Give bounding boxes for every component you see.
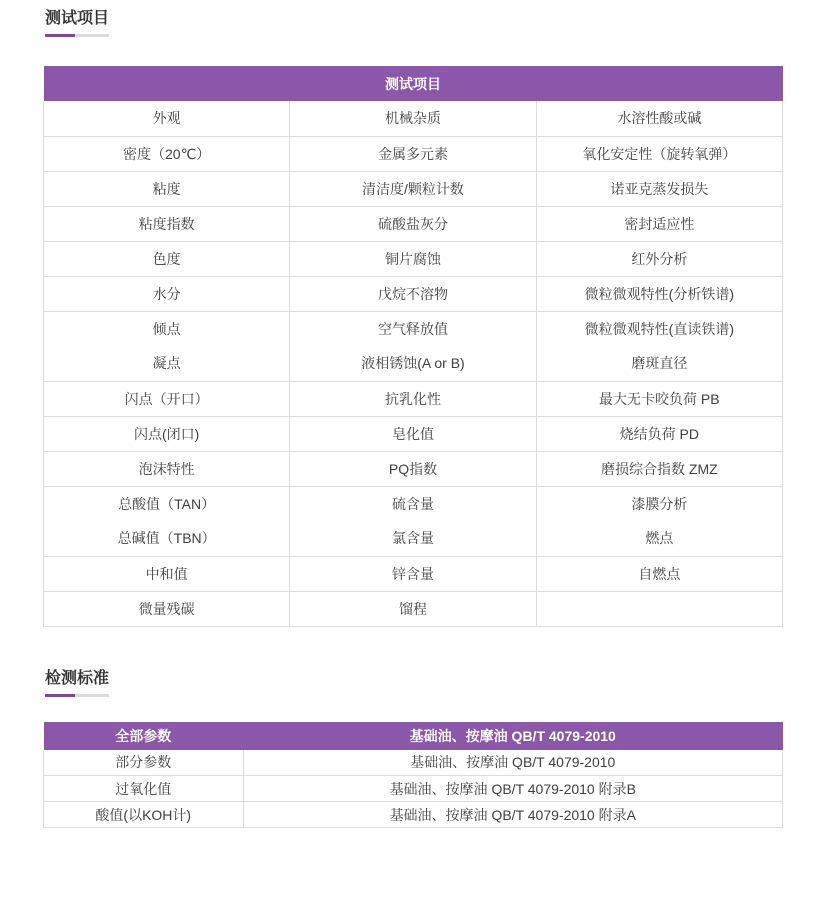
test-items-table-head <box>44 66 783 101</box>
section-title-test-items: 测试项目 <box>45 10 110 27</box>
table-cell: 色度 <box>44 241 290 276</box>
table-row <box>44 311 783 346</box>
table-cell: 总碱值（TBN） <box>44 521 290 556</box>
table-cell: 清洁度/颗粒计数 <box>290 171 536 206</box>
table-cell: 自燃点 <box>536 556 782 591</box>
table-row <box>44 241 783 276</box>
table-row <box>44 171 783 206</box>
table-row <box>44 486 783 521</box>
standards-table-body <box>44 750 783 828</box>
table-cell: 水溶性酸或碱 <box>536 101 782 136</box>
test-items-table-body <box>44 101 783 626</box>
table-cell: 闪点（开口） <box>44 381 290 416</box>
table-cell: 抗乳化性 <box>290 381 536 416</box>
table-cell: 锌含量 <box>290 556 536 591</box>
table-cell: 铜片腐蚀 <box>290 241 536 276</box>
table-row <box>44 591 783 626</box>
table-row <box>44 416 783 451</box>
table-cell: 戊烷不溶物 <box>290 276 536 311</box>
table-cell: 诺亚克蒸发损失 <box>536 171 782 206</box>
table-row <box>44 101 783 136</box>
table-cell: 过氧化值 <box>44 776 244 802</box>
table-row <box>44 206 783 241</box>
table-cell: 硫酸盐灰分 <box>290 206 536 241</box>
standards-header-param: 全部参数 <box>44 722 244 750</box>
table-cell: 磨斑直径 <box>536 346 782 381</box>
table-cell: 外观 <box>44 101 290 136</box>
table-row <box>44 556 783 591</box>
table-cell: 皂化值 <box>290 416 536 451</box>
table-row <box>44 451 783 486</box>
table-row <box>44 776 783 802</box>
section-heading-standards <box>45 669 825 697</box>
heading-underline-accent <box>45 694 75 697</box>
table-cell: 烧结负荷 PD <box>536 416 782 451</box>
table-cell: 凝点 <box>44 346 290 381</box>
table-cell: 密封适应性 <box>536 206 782 241</box>
table-cell: 漆膜分析 <box>536 486 782 521</box>
test-items-table <box>43 66 783 627</box>
table-row <box>44 750 783 776</box>
table-cell: 燃点 <box>536 521 782 556</box>
table-cell: 泡沫特性 <box>44 451 290 486</box>
section-title-standards: 检测标准 <box>45 669 110 687</box>
table-cell: 倾点 <box>44 311 290 346</box>
table-cell: 基础油、按摩油 QB/T 4079-2010 <box>243 750 782 776</box>
table-cell: 金属多元素 <box>290 136 536 171</box>
table-header-row <box>44 722 783 750</box>
table-cell <box>536 591 782 626</box>
table-cell: 粘度 <box>44 171 290 206</box>
heading-underline <box>45 694 109 697</box>
table-cell: 机械杂质 <box>290 101 536 136</box>
standards-table-head <box>44 722 783 750</box>
table-row <box>44 346 783 381</box>
table-cell: 微量残碳 <box>44 591 290 626</box>
table-cell: 磨损综合指数 ZMZ <box>536 451 782 486</box>
table-cell: 基础油、按摩油 QB/T 4079-2010 附录B <box>243 776 782 802</box>
table-cell: 液相锈蚀(A or B) <box>290 346 536 381</box>
table-cell: 总酸值（TAN） <box>44 486 290 521</box>
standards-table <box>43 722 783 829</box>
table-row <box>44 381 783 416</box>
table-header-row <box>44 66 783 101</box>
table-cell: 中和值 <box>44 556 290 591</box>
table-cell: 最大无卡咬负荷 PB <box>536 381 782 416</box>
table-cell: 粘度指数 <box>44 206 290 241</box>
table-cell: 硫含量 <box>290 486 536 521</box>
table-cell: PQ指数 <box>290 451 536 486</box>
heading-underline <box>45 34 109 37</box>
table-cell: 基础油、按摩油 QB/T 4079-2010 附录A <box>243 802 782 828</box>
table-cell: 部分参数 <box>44 750 244 776</box>
table-row <box>44 276 783 311</box>
table-cell: 馏程 <box>290 591 536 626</box>
table-row <box>44 521 783 556</box>
table-row <box>44 136 783 171</box>
table-cell: 酸值(以KOH计) <box>44 802 244 828</box>
table-cell: 氧化安定性（旋转氧弹） <box>536 136 782 171</box>
table-row <box>44 802 783 828</box>
table-cell: 红外分析 <box>536 241 782 276</box>
table-cell: 水分 <box>44 276 290 311</box>
section-heading-test-items <box>45 0 825 37</box>
test-items-table-header: 测试项目 <box>44 66 783 101</box>
table-cell: 微粒微观特性(直读铁谱) <box>536 311 782 346</box>
table-cell: 闪点(闭口) <box>44 416 290 451</box>
table-cell: 氯含量 <box>290 521 536 556</box>
standards-header-standard: 基础油、按摩油 QB/T 4079-2010 <box>243 722 782 750</box>
heading-underline-accent <box>45 34 75 37</box>
table-cell: 微粒微观特性(分析铁谱) <box>536 276 782 311</box>
table-cell: 密度（20℃） <box>44 136 290 171</box>
table-cell: 空气释放值 <box>290 311 536 346</box>
